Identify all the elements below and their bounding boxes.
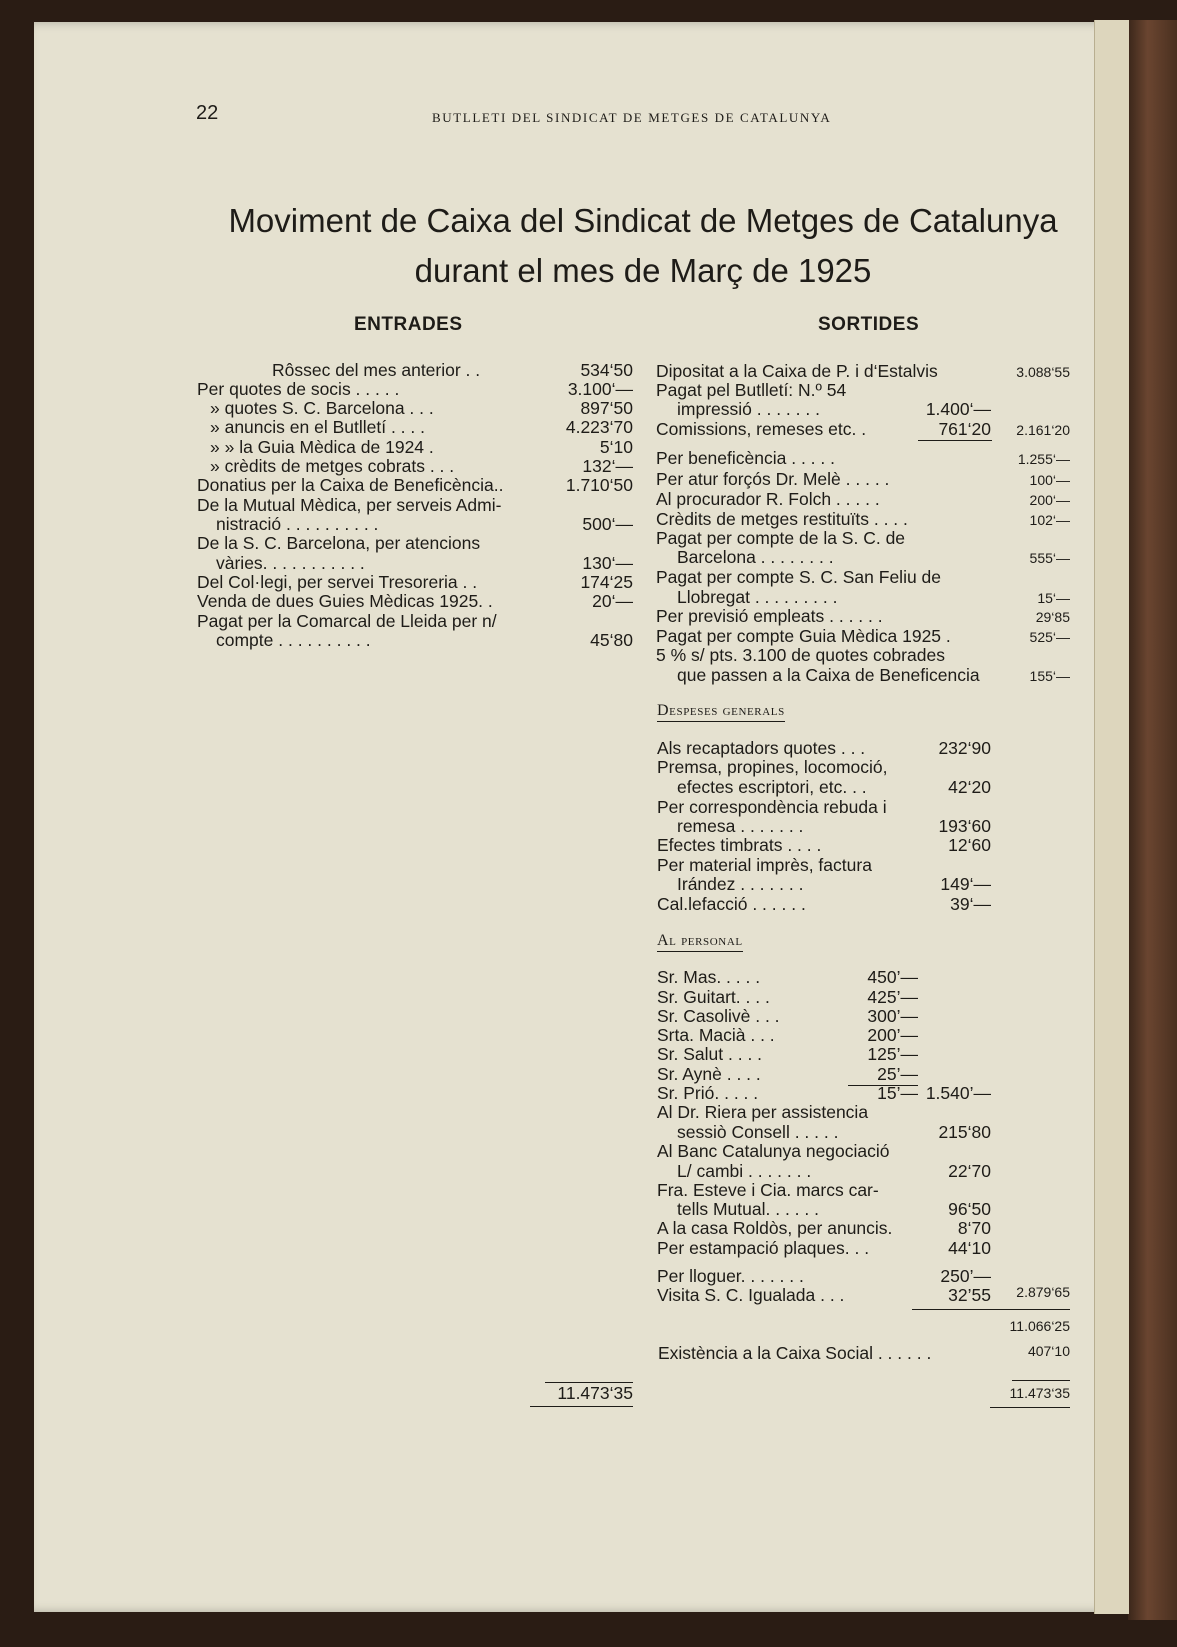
running-title: BUTLLETI DEL SINDICAT DE METGES DE CATALUNYA	[432, 110, 832, 125]
personal-amount: 300’—	[867, 1006, 918, 1026]
altres-amount: 32’55	[948, 1285, 991, 1305]
existencia-amount: 407‘10	[1027, 1343, 1070, 1359]
existencia-label: Existència a la Caixa Social . . . . . .	[658, 1343, 932, 1363]
altres-amount: 250’—	[940, 1266, 991, 1286]
entrades-row-label: Pagat per la Comarcal de Lleida per n/	[197, 611, 497, 631]
personal-label: Sr. Prió. . . . .	[657, 1083, 759, 1103]
despesa-amount: 232‘90	[938, 738, 991, 758]
altres-amount: 8‘70	[957, 1218, 991, 1238]
sortides-row-amount: 200‘—	[1029, 492, 1070, 508]
altres-amount: 96‘50	[948, 1199, 991, 1219]
sortides-total-rule-bottom	[990, 1407, 1070, 1408]
despeses-total: 2.879‘65	[1016, 1284, 1070, 1300]
sortides-heading: SORTIDES	[818, 314, 920, 335]
entrades-row-amount: 4.223‘70	[565, 417, 633, 437]
personal-heading: Al personal	[657, 932, 743, 952]
despesa-amount: 149‘—	[940, 874, 991, 894]
entrades-row-label: » » la Guia Mèdica de 1924 .	[210, 437, 434, 457]
page-title: Moviment de Caixa del Sindicat de Metges de Catalunya	[228, 202, 1058, 239]
altres-label: A la casa Roldòs, per anuncis.	[657, 1218, 893, 1238]
sortides-row-amount: 15‘—	[1037, 590, 1070, 606]
entrades-row-label: nistració . . . . . . . . . .	[216, 514, 379, 534]
sortides-row-sub-amount: 1.400‘—	[925, 399, 991, 419]
entrades-row-label: » anuncis en el Butlletí . . . .	[210, 417, 425, 437]
entrades-row-label: Del Col·legi, per servei Tresoreria . .	[197, 572, 478, 592]
sortides-row-label: Barcelona . . . . . . . .	[677, 547, 834, 567]
sortides-row-label: Pagat pel Butlletí: N.º 54	[656, 380, 847, 400]
despesa-label: efectes escriptori, etc. . .	[677, 777, 867, 797]
despesa-amount: 193‘60	[938, 816, 991, 836]
entrades-row-label: De la S. C. Barcelona, per atencions	[197, 533, 481, 553]
entrades-row-label: Per quotes de socis . . . . .	[197, 379, 400, 399]
personal-label: Sr. Salut . . . .	[657, 1044, 763, 1064]
despesa-amount: 39‘—	[950, 894, 991, 914]
altres-label: Al Banc Catalunya negociació	[657, 1141, 890, 1161]
sortides-row-label: Dipositat a la Caixa de P. i d‘Estalvis	[656, 361, 938, 381]
sortides-row-amount: 29‘85	[1035, 609, 1070, 625]
subtotal-rule	[912, 1309, 1070, 1310]
entrades-row-label: Rôssec del mes anterior . .	[272, 360, 481, 380]
entrades-row-amount: 20‘—	[592, 591, 633, 611]
entrades-row-label: De la Mutual Mèdica, per serveis Admi-	[197, 495, 502, 515]
sortides-row-label: Pagat per compte Guia Mèdica 1925 .	[656, 626, 951, 646]
sortides-row-label: Al procurador R. Folch . . . . .	[656, 489, 880, 509]
despesa-label: remesa . . . . . . .	[677, 816, 804, 836]
sortides-row-label: Crèdits de metges restituïts . . . .	[656, 509, 908, 529]
entrades-total-rule-bottom	[530, 1406, 633, 1407]
altres-label: Per lloguer. . . . . . .	[657, 1266, 804, 1286]
entrades-row-amount: 174‘25	[580, 572, 633, 592]
sortides-total-rule-top	[1012, 1380, 1070, 1381]
sortides-subtotal: 11.066‘25	[1009, 1318, 1070, 1334]
entrades-row-amount: 3.100‘—	[567, 379, 633, 399]
personal-label: Sr. Guitart. . . .	[657, 987, 770, 1007]
sortides-row-amount: 2.161‘20	[1016, 422, 1070, 438]
despesa-label: Per correspondència rebuda i	[657, 797, 887, 817]
personal-label: Sr. Aynè . . . .	[657, 1064, 761, 1084]
altres-label: tells Mutual. . . . . .	[677, 1199, 819, 1219]
entrades-row-amount: 897‘50	[580, 398, 633, 418]
personal-label: Sr. Casolivè . . .	[657, 1006, 780, 1026]
despesa-label: Irández . . . . . . .	[677, 874, 804, 894]
despesa-label: Als recaptadors quotes . . .	[657, 738, 866, 758]
sortides-row-label: Pagat per compte S. C. San Feliu de	[656, 567, 942, 587]
entrades-heading: ENTRADES	[354, 314, 463, 335]
personal-amount: 25’—	[877, 1064, 918, 1084]
entrades-row-label: compte . . . . . . . . . .	[216, 630, 371, 650]
personal-amount: 125’—	[867, 1044, 918, 1064]
entrades-row-amount: 132‘—	[582, 456, 633, 476]
sortides-row-sub-amount: 761‘20	[938, 419, 991, 439]
entrades-total: 11.473‘35	[557, 1383, 633, 1403]
page-number: 22	[196, 102, 219, 124]
despesa-label: Cal.lefacció . . . . . .	[657, 894, 806, 914]
personal-sum-rule	[848, 1085, 918, 1086]
sortides-row-amount: 3.088‘55	[1016, 364, 1070, 380]
altres-amount: 44‘10	[948, 1238, 991, 1258]
entrades-row-label: vàries. . . . . . . . . . .	[216, 553, 365, 573]
sortides-row-amount: 100‘—	[1029, 472, 1070, 488]
butlleti-sum-rule	[918, 440, 992, 441]
personal-amount: 200’—	[867, 1025, 918, 1045]
despesa-label: Efectes timbrats . . . .	[657, 835, 822, 855]
sortides-row-amount: 155‘—	[1029, 668, 1070, 684]
sortides-row-amount: 102‘—	[1029, 512, 1070, 528]
entrades-row-amount: 534‘50	[580, 360, 633, 380]
sortides-row-label: Pagat per compte de la S. C. de	[656, 528, 906, 548]
sortides-row-amount: 525‘—	[1029, 629, 1070, 645]
entrades-row-label: » quotes S. C. Barcelona . . .	[210, 398, 434, 418]
entrades-row-amount: 500‘—	[582, 514, 633, 534]
sortides-row-label: que passen a la Caixa de Beneficencia	[677, 665, 980, 685]
altres-label: Al Dr. Riera per assistencia	[657, 1102, 869, 1122]
altres-label: Visita S. C. Igualada . . .	[657, 1285, 845, 1305]
entrades-row-amount: 45‘80	[590, 630, 633, 650]
entrades-row-label: » crèdits de metges cobrats . . .	[210, 456, 455, 476]
despesa-amount: 42‘20	[948, 777, 991, 797]
altres-label: L/ cambi . . . . . . .	[677, 1161, 812, 1181]
entrades-row-amount: 130‘—	[582, 553, 633, 573]
despesa-label: Per material imprès, factura	[657, 855, 872, 875]
altres-amount: 215‘80	[938, 1122, 991, 1142]
entrades-row-label: Venda de dues Guies Mèdicas 1925. .	[197, 591, 493, 611]
personal-subtotal: 1.540’—	[925, 1083, 991, 1103]
despesa-amount: 12‘60	[948, 835, 991, 855]
sortides-row-label: Comissions, remeses etc. .	[656, 419, 867, 439]
sortides-row-label: Per atur forçós Dr. Melè . . . . .	[656, 469, 890, 489]
entrades-row-label: Donatius per la Caixa de Beneficència..	[197, 475, 504, 495]
entrades-row-amount: 5‘10	[599, 437, 633, 457]
personal-label: Srta. Macià . . .	[657, 1025, 775, 1045]
sortides-row-label: 5 % s/ pts. 3.100 de quotes cobrades	[656, 645, 945, 665]
altres-label: Per estampació plaques. . .	[657, 1238, 870, 1258]
sortides-row-label: Llobregat . . . . . . . . .	[677, 587, 838, 607]
page-subtitle: durant el mes de Març de 1925	[414, 252, 872, 289]
sortides-row-amount: 555‘—	[1029, 550, 1070, 566]
sortides-row-label: Per beneficència . . . . .	[656, 448, 835, 468]
personal-amount: 425’—	[867, 987, 918, 1007]
despesa-label: Premsa, propines, locomoció,	[657, 757, 888, 777]
sortides-total: 11.473‘35	[1009, 1385, 1070, 1401]
sortides-row-label: Per previsió empleats . . . . . .	[656, 606, 883, 626]
personal-amount: 15’—	[877, 1083, 918, 1103]
altres-label: Fra. Esteve i Cia. marcs car-	[657, 1180, 879, 1200]
altres-amount: 22‘70	[948, 1161, 991, 1181]
sortides-row-label: impressió . . . . . . .	[677, 399, 820, 419]
entrades-row-amount: 1.710‘50	[565, 475, 633, 495]
despeses-heading: Despeses generals	[657, 702, 785, 722]
personal-amount: 450’—	[867, 967, 918, 987]
altres-label: sessiò Consell . . . . .	[677, 1122, 839, 1142]
sortides-row-amount: 1.255‘—	[1017, 451, 1070, 467]
personal-label: Sr. Mas. . . . .	[657, 967, 761, 987]
